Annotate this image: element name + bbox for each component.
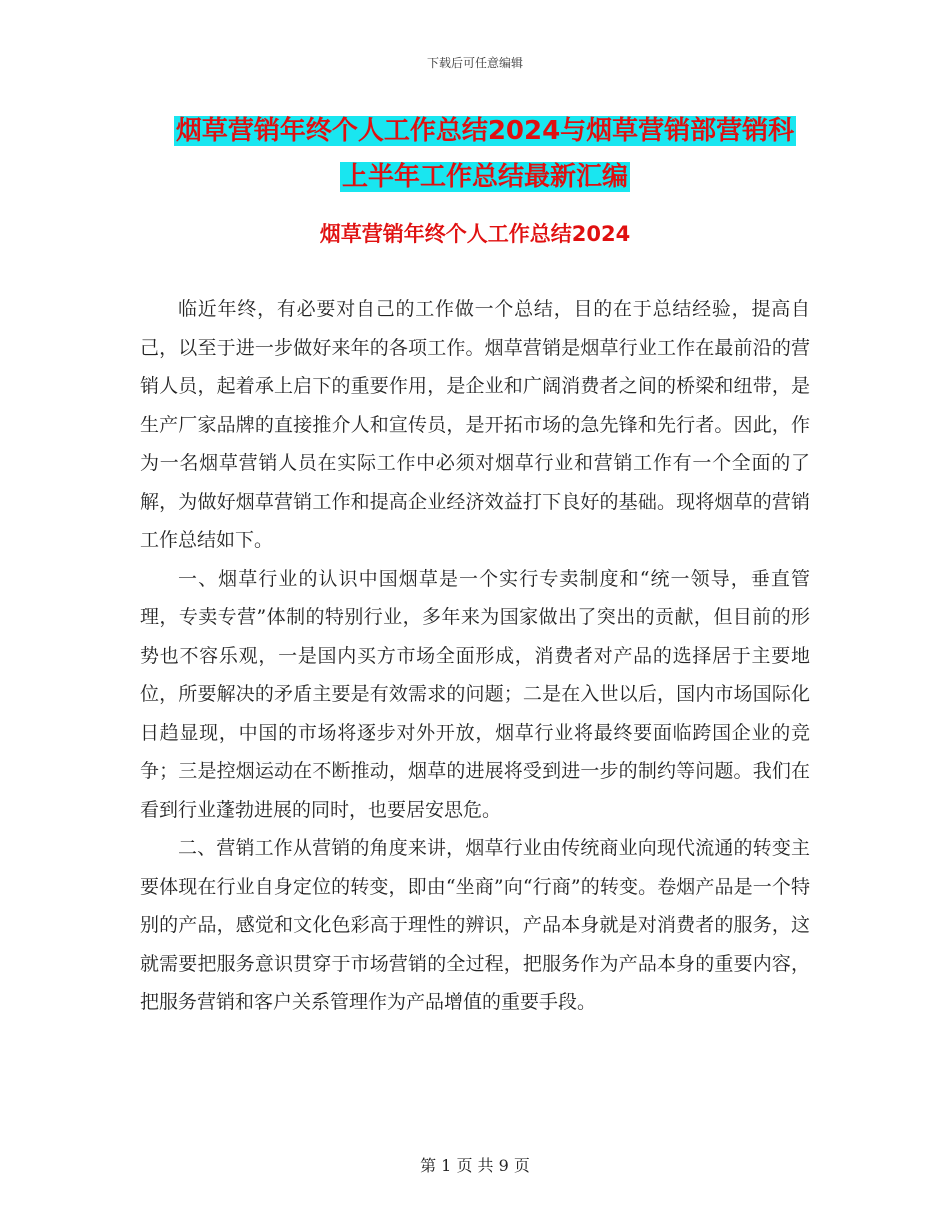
document-title-line1: 烟草营销年终个人工作总结2024与烟草营销部营销科: [175, 116, 795, 146]
document-body: [140, 290, 810, 1022]
page-number-footer: 第 1 页 共 9 页: [420, 1156, 530, 1175]
document-title-line2: 上半年工作总结最新汇编: [341, 162, 628, 192]
section-title: 烟草营销年终个人工作总结2024: [319, 222, 631, 246]
paragraph-marketing-work: 二、营销工作从营销的角度来讲，烟草行业由传统商业向现代流通的转变主要体现在行业自身定位的转变，即由“坐商”向“行商”的转变。卷烟产品是一个特别的产品，感觉和文化色彩高于理性的辨识，产品本身就是对消费者的服务，这就需要把服务意识贯穿于市场营销的全过程，把服务作为产品本身的重要内容，把服务营销和客户关系管理作为产品增值的重要手段。: [140, 837, 810, 1013]
document-title: [140, 108, 830, 200]
header-note: 下载后可任意编辑: [426, 56, 523, 70]
paragraph-intro: 临近年终，有必要对自己的工作做一个总结，目的在于总结经验，提高自己，以至于进一步做好来年的各项工作。烟草营销是烟草行业工作在最前沿的营销人员，起着承上启下的重要作用，是企业和广阔消费者之间的桥梁和纽带，是生产厂家品牌的直接推介人和宣传员，是开拓市场的急先锋和先行者。因此，作为一名烟草营销人员在实际工作中必须对烟草行业和营销工作有一个全面的了解，为做好烟草营销工作和提高企业经济效益打下良好的基础。现将烟草的营销工作总结如下。: [140, 298, 810, 551]
paragraph-industry-understanding: 一、烟草行业的认识中国烟草是一个实行专卖制度和“统一领导，垂直管理，专卖专营”体制的特别行业，多年来为国家做出了突出的贡献，但目前的形势也不容乐观，一是国内买方市场全面形成，消费者对产品的选择居于主要地位，所要解决的矛盾主要是有效需求的问题；二是在入世以后，国内市场国际化日趋显现，中国的市场将逐步对外开放，烟草行业将最终要面临跨国企业的竞争；三是控烟运动在不断推动，烟草的进展将受到进一步的制约等问题。我们在看到行业蓬勃进展的同时，也要居安思危。: [140, 567, 810, 821]
